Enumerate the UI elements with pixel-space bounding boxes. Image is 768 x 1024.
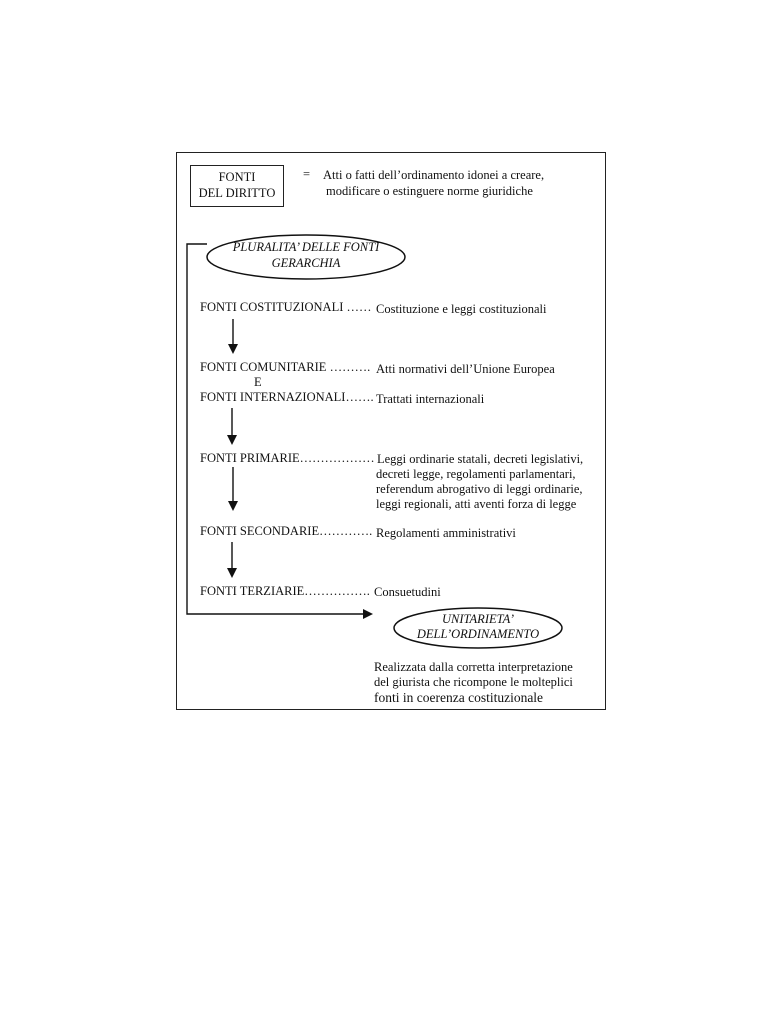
fonti-terziarie-text: FONTI TERZIARIE (200, 584, 305, 598)
fonti-secondarie-label (200, 524, 372, 539)
fonti-primarie-desc-4: leggi regionali, atti aventi forza di legge (376, 497, 577, 511)
fonti-box-line1: FONTI (218, 170, 256, 184)
unitarieta-desc-3: fonti in coerenza costituzionale (374, 690, 544, 705)
fonti-internazionali-dots: ……. (345, 390, 374, 404)
unitarieta-desc-2: del giurista che ricompone le molteplici (374, 675, 573, 689)
fonti-costituzionali-dots: …… (343, 300, 372, 314)
fonti-costituzionali-desc: Costituzione e leggi costituzionali (376, 302, 547, 316)
connector-e: E (254, 375, 262, 389)
fonti-comunitarie-text: FONTI COMUNITARIE (200, 360, 327, 374)
fonti-internazionali-desc: Trattati internazionali (376, 392, 485, 406)
fonti-primarie-label (200, 451, 375, 466)
fonti-secondarie-desc: Regolamenti amministrativi (376, 526, 516, 540)
unitarieta-label-1: UNITARIETA’ (442, 612, 514, 626)
fonti-comunitarie-dots: ………. (326, 360, 371, 374)
definition-line-2: modificare o estinguere norme giuridiche (326, 184, 533, 198)
fonti-costituzionali-text: FONTI COSTITUZIONALI (200, 300, 344, 314)
fonti-box-line2: DEL DIRITTO (198, 186, 276, 200)
fonti-primarie-desc-1: Leggi ordinarie statali, decreti legislativi, (377, 452, 584, 466)
fonti-secondarie-text: FONTI SECONDARIE (200, 524, 320, 538)
fonti-comunitarie-label (200, 360, 370, 375)
fonti-primarie-desc-3: referendum abrogativo di leggi ordinarie, (376, 482, 583, 496)
definition-line-1: Atti o fatti dell’ordinamento idonei a creare, (323, 168, 545, 182)
fonti-terziarie-desc: Consuetudini (374, 585, 441, 599)
unitarieta-desc-1: Realizzata dalla corretta interpretazione (374, 660, 573, 674)
fonti-terziarie-dots: ……………. (304, 584, 370, 598)
fonti-primarie-desc-2: decreti legge, regolamenti parlamentari, (376, 467, 576, 481)
unitarieta-label-2: DELL’ORDINAMENTO (416, 627, 540, 641)
pluralita-label-1: PLURALITA’ DELLE FONTI (232, 240, 380, 254)
fonti-comunitarie-desc: Atti normativi dell’Unione Europea (376, 362, 555, 376)
fonti-internazionali-label (200, 390, 374, 405)
fonti-primarie-dots: ……………… (299, 451, 375, 465)
pluralita-label-2: GERARCHIA (271, 256, 341, 270)
fonti-terziarie-label (200, 584, 370, 599)
fonti-secondarie-dots: …………. (319, 524, 373, 538)
fonti-primarie-text: FONTI PRIMARIE (200, 451, 300, 465)
fonti-costituzionali-label (200, 300, 372, 315)
equals-sign: = (303, 167, 311, 181)
fonti-internazionali-text: FONTI INTERNAZIONALI (200, 390, 346, 404)
